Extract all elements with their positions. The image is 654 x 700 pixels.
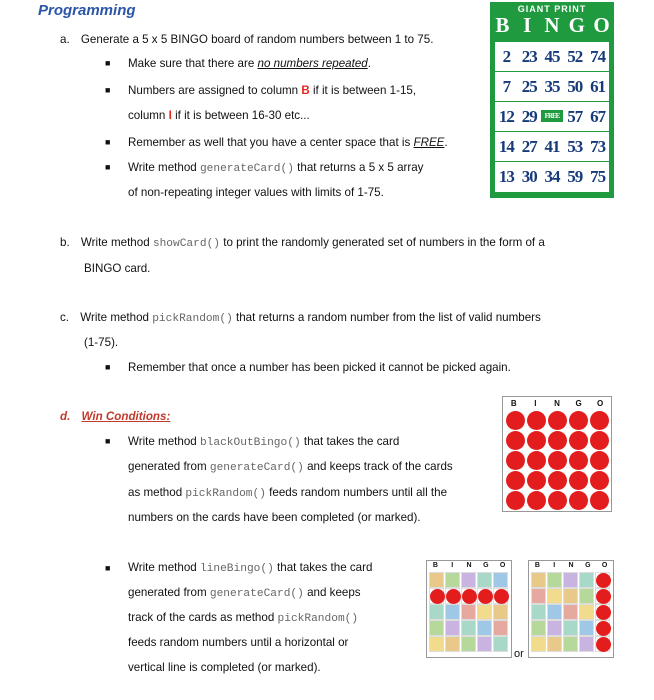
mini-letter: N	[568, 562, 574, 569]
picture-tile	[579, 620, 594, 636]
marker-dot-fill	[478, 589, 493, 604]
picture-tile	[493, 572, 508, 588]
picture-tile	[579, 604, 594, 620]
picture-tile	[547, 588, 562, 604]
picture-tile	[445, 572, 460, 588]
picture-tile	[493, 620, 508, 636]
picture-tile	[547, 636, 562, 652]
marker-dot	[548, 451, 567, 470]
marker-dot	[548, 411, 567, 430]
picture-tile	[547, 620, 562, 636]
d-bullet-2-l3	[128, 610, 358, 627]
picture-tile	[477, 636, 492, 652]
card-cell: 50	[567, 77, 583, 96]
a-bullet-4-cont: of non-repeating integer values with limits of 1-75.	[128, 186, 384, 199]
picture-tile	[429, 572, 444, 588]
text: that takes the card	[273, 561, 373, 574]
picture-tile	[531, 636, 546, 652]
card-cell: 34	[544, 167, 560, 186]
marker-dot	[548, 471, 567, 490]
a-bullet-1	[128, 56, 371, 72]
d-bullet-1	[128, 434, 399, 451]
card-cell: 74	[590, 47, 606, 66]
card-cell: 53	[567, 137, 583, 156]
section-c-label: c.	[60, 311, 70, 324]
picture-tile	[563, 636, 578, 652]
bullet-marker: ■	[105, 436, 111, 446]
text: to print the randomly generated set of numbers in the form of a	[220, 236, 545, 249]
marker-dot	[445, 588, 460, 604]
card-letter: G	[568, 13, 585, 37]
d-bullet-1-l2	[128, 459, 453, 476]
card-cell: 14	[498, 137, 514, 156]
picture-tile	[579, 572, 594, 588]
card-cell: 41	[544, 137, 560, 156]
mini-letter: O	[597, 399, 604, 408]
marker-dot	[595, 588, 610, 604]
marker-grid	[506, 411, 610, 510]
marker-dot	[429, 588, 444, 604]
section-d-label: d.	[60, 410, 71, 423]
marker-dot	[527, 451, 546, 470]
bullet-marker: ■	[105, 58, 111, 68]
marker-dot	[595, 620, 610, 636]
section-b-label: b.	[60, 236, 70, 249]
card-header	[490, 14, 614, 36]
marker-dot	[590, 411, 609, 430]
marker-dot-fill	[596, 605, 611, 620]
text: Write method	[80, 236, 153, 249]
picture-tile	[563, 604, 578, 620]
marker-dot	[590, 451, 609, 470]
text: Write method	[80, 311, 153, 324]
bullet-marker: ■	[105, 362, 111, 372]
marker-dot-fill	[430, 589, 445, 604]
picture-tile	[461, 572, 476, 588]
section-b	[60, 235, 545, 252]
code-text: pickRandom()	[152, 313, 233, 325]
code-text: showCard()	[152, 238, 220, 250]
marker-dot	[590, 471, 609, 490]
d-bullet-2-l5: vertical line is completed (or marked).	[128, 661, 321, 674]
text: generated from	[128, 460, 210, 473]
bullet-marker: ■	[105, 162, 111, 172]
marker-dot	[548, 491, 567, 510]
marker-dot	[569, 451, 588, 470]
section-d	[60, 409, 170, 425]
text: Write method	[128, 161, 200, 174]
section-b-cont: BINGO card.	[84, 262, 151, 275]
picture-tile	[445, 604, 460, 620]
mini-letter: B	[534, 562, 540, 569]
marker-dot-fill	[596, 589, 611, 604]
card-row	[495, 162, 609, 192]
code-text: blackOutBingo()	[199, 437, 301, 449]
blackout-card-image	[502, 396, 612, 512]
section-a-text: Generate a 5 x 5 BINGO board of random numbers between 1 to 75.	[80, 33, 434, 46]
card-cell: 73	[590, 137, 606, 156]
picture-tile	[445, 620, 460, 636]
mini-letter: G	[575, 399, 582, 408]
mini-letter: I	[451, 562, 454, 569]
marker-dot	[569, 431, 588, 450]
picture-tile	[563, 588, 578, 604]
text: as method	[128, 486, 186, 499]
d-bullet-2-l4: feeds random numbers until a horizontal or	[128, 636, 349, 649]
text: Write method	[128, 435, 200, 448]
section-a-label: a.	[60, 33, 70, 46]
mini-letter: O	[601, 562, 608, 569]
text: that returns a 5 x 5 array	[293, 161, 424, 174]
picture-tile	[477, 572, 492, 588]
picture-tile	[461, 604, 476, 620]
card-cell: 7	[502, 77, 511, 96]
mini-letter: G	[585, 562, 591, 569]
card-letter: B	[495, 13, 510, 37]
card-letter: I	[523, 13, 532, 37]
picture-grid	[531, 572, 611, 652]
emphasis-text: FREE	[413, 136, 445, 149]
column-letter: I	[168, 109, 172, 122]
card-cell: 29	[521, 107, 537, 126]
bullet-marker: ■	[105, 563, 111, 573]
text: feeds random numbers until all the	[265, 486, 448, 499]
card-row	[495, 42, 609, 72]
picture-tile	[477, 620, 492, 636]
card-cell: 61	[590, 77, 606, 96]
mini-card-header	[503, 399, 611, 408]
mini-card-header	[529, 562, 613, 569]
marker-dot	[506, 491, 525, 510]
card-banner: GIANT PRINT	[517, 4, 587, 14]
code-text: pickRandom()	[277, 613, 359, 625]
text: if it is between 1-15,	[309, 84, 417, 97]
picture-tile	[493, 604, 508, 620]
free-space: FREE	[541, 110, 564, 122]
card-cell: 23	[521, 47, 537, 66]
mini-letter: I	[553, 562, 556, 569]
marker-dot	[595, 572, 610, 588]
code-text: pickRandom()	[185, 488, 266, 500]
marker-dot	[595, 604, 610, 620]
marker-dot-fill	[596, 621, 611, 636]
mini-letter: I	[534, 399, 537, 408]
picture-tile	[579, 636, 594, 652]
picture-tile	[429, 604, 444, 620]
picture-tile	[461, 620, 476, 636]
mini-letter: B	[432, 562, 438, 569]
d-bullet-2-l2	[128, 585, 361, 602]
picture-tile	[429, 636, 444, 652]
marker-dot	[506, 471, 525, 490]
picture-tile	[563, 572, 578, 588]
code-text: generateCard()	[209, 462, 304, 474]
text: .	[367, 57, 371, 70]
card-cell: 45	[544, 47, 560, 66]
marker-dot	[506, 411, 525, 430]
mini-letter: N	[466, 562, 472, 569]
card-cell: 12	[498, 107, 514, 126]
text: if it is between 16-30 etc...	[171, 109, 310, 122]
mini-letter: G	[483, 562, 489, 569]
mini-letter: N	[554, 399, 560, 408]
picture-tile	[531, 588, 546, 604]
card-cell: 13	[498, 167, 514, 186]
text: and keeps track of the cards	[303, 460, 453, 473]
text: that takes the card	[300, 435, 400, 448]
marker-dot-fill	[596, 573, 611, 588]
card-grid	[495, 42, 609, 192]
card-letter: N	[544, 13, 560, 37]
d-bullet-2	[128, 560, 372, 577]
marker-dot	[527, 471, 546, 490]
marker-dot	[548, 431, 567, 450]
code-text: generateCard()	[199, 163, 294, 175]
card-cell: 25	[521, 77, 537, 96]
picture-tile	[579, 588, 594, 604]
mini-letter: B	[510, 399, 517, 408]
d-bullet-1-l4: numbers on the cards have been completed (or marked).	[128, 511, 421, 524]
picture-tile	[531, 604, 546, 620]
d-bullet-1-l3	[128, 485, 447, 502]
card-cell: 57	[567, 107, 583, 126]
picture-tile	[531, 620, 546, 636]
bullet-marker: ■	[105, 85, 111, 95]
picture-tile	[477, 604, 492, 620]
marker-dot	[506, 431, 525, 450]
card-letter: O	[593, 13, 610, 37]
marker-dot	[569, 471, 588, 490]
card-cell: 59	[567, 167, 583, 186]
card-cell: 35	[544, 77, 560, 96]
marker-dot-fill	[494, 589, 509, 604]
mini-letter: O	[499, 562, 506, 569]
picture-tile	[531, 572, 546, 588]
marker-dot	[527, 411, 546, 430]
card-row	[495, 132, 609, 162]
a-bullet-3	[128, 135, 448, 151]
picture-tile	[461, 636, 476, 652]
section-c	[60, 310, 541, 327]
marker-dot-fill	[446, 589, 461, 604]
win-conditions-heading: Win Conditions:	[81, 410, 171, 423]
picture-tile	[547, 572, 562, 588]
text: Write method	[128, 561, 200, 574]
text: track of the cards as method	[128, 611, 278, 624]
text: generated from	[128, 586, 210, 599]
text: and keeps	[303, 586, 361, 599]
text: .	[444, 136, 448, 149]
bullet-marker: ■	[105, 137, 111, 147]
picture-tile	[429, 620, 444, 636]
marker-dot	[590, 491, 609, 510]
picture-tile	[563, 620, 578, 636]
marker-dot	[527, 431, 546, 450]
text: column	[128, 109, 169, 122]
card-cell: 52	[567, 47, 583, 66]
code-text: lineBingo()	[199, 563, 274, 575]
emphasis-text: no numbers repeated	[257, 57, 368, 70]
marker-dot-fill	[596, 637, 611, 652]
card-row	[495, 72, 609, 102]
card-row	[495, 102, 609, 132]
giant-print-bingo-card	[490, 2, 614, 198]
marker-dot	[506, 451, 525, 470]
marker-dot	[569, 411, 588, 430]
marker-dot	[493, 588, 508, 604]
picture-tile	[445, 636, 460, 652]
marker-dot	[461, 588, 476, 604]
line-bingo-horizontal-card	[426, 560, 512, 658]
text: that returns a random number from the list of valid numbers	[232, 311, 541, 324]
marker-dot	[477, 588, 492, 604]
picture-tile	[547, 604, 562, 620]
c-bullet: Remember that once a number has been picked it cannot be picked again.	[128, 361, 511, 374]
a-bullet-4	[128, 160, 423, 177]
section-c-cont: (1-75).	[84, 336, 119, 349]
picture-grid	[429, 572, 509, 652]
or-label: or	[514, 648, 524, 660]
card-cell: 67	[590, 107, 606, 126]
column-letter: B	[301, 84, 310, 97]
marker-dot-fill	[462, 589, 477, 604]
marker-dot	[569, 491, 588, 510]
page-title: Programming	[38, 2, 136, 19]
text: Remember as well that you have a center space that is	[128, 136, 414, 149]
card-cell: 30	[521, 167, 537, 186]
code-text: generateCard()	[209, 588, 304, 600]
a-bullet-2-cont	[128, 108, 310, 124]
marker-dot	[527, 491, 546, 510]
marker-dot	[590, 431, 609, 450]
marker-dot	[595, 636, 610, 652]
card-cell: 27	[521, 137, 537, 156]
card-cell: 2	[502, 47, 511, 66]
mini-card-header	[427, 562, 511, 569]
section-a	[60, 32, 433, 48]
text: Numbers are assigned to column	[128, 84, 302, 97]
picture-tile	[493, 636, 508, 652]
line-bingo-vertical-card	[528, 560, 614, 658]
card-cell: 75	[590, 167, 606, 186]
a-bullet-2	[128, 83, 416, 99]
text: Make sure that there are	[128, 57, 258, 70]
